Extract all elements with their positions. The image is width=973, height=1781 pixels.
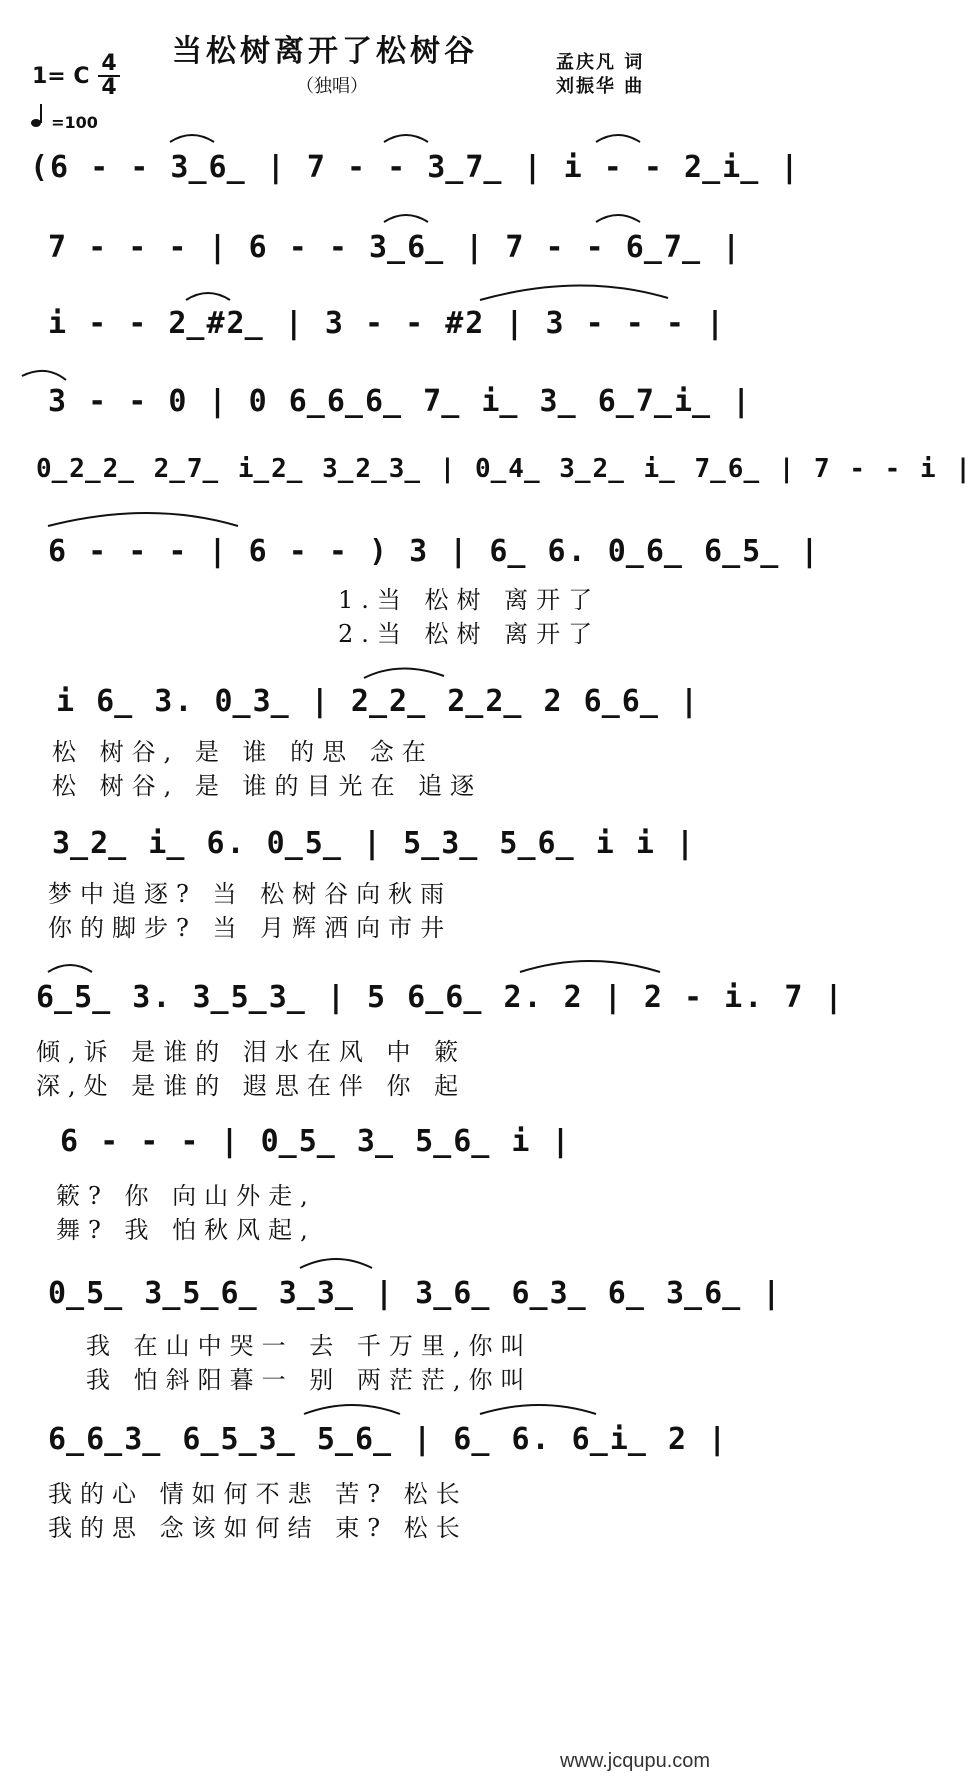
quarter-note-icon — [30, 102, 46, 132]
notes-1: (6 - - 3̲6̲ | 7 - - 3̲7̲ | i - - 2̲i̲ | — [30, 150, 801, 185]
lyricist-credit: 孟庆凡 词 — [556, 52, 645, 73]
lyric-7-verse-1: 松 树谷, 是 谁 的思 念在 — [52, 738, 434, 766]
watermark-text: www.jcqupu.com — [560, 1750, 711, 1772]
staff-line-3 — [0, 300, 796, 350]
notes-6: 6 - - - | 6 - - ) 3 | 6̲ 6. 0̲6̲ 6̲5̲ | — [48, 534, 821, 569]
staff-line-12 — [0, 1418, 796, 1542]
slur-mark — [384, 215, 428, 222]
tempo-marking — [30, 102, 98, 132]
staff-line-6 — [0, 530, 821, 650]
notes-10: 6 - - - | 0̲5̲ 3̲ 5̲6̲ i | — [60, 1124, 572, 1159]
slur-mark — [480, 285, 668, 300]
notes-12: 6̲6̲3̲ 6̲5̲3̲ 5̲6̲ | 6̲ 6. 6̲i̲ 2 | — [48, 1422, 729, 1457]
lyric-6-verse-1: 1.当 松树 离开了 — [338, 586, 601, 614]
lyric-8-verse-2: 你的脚步? 当 月辉洒向市井 — [48, 914, 453, 942]
lyric-7-verse-2: 松 树谷, 是 谁的目光在 追逐 — [52, 772, 483, 800]
slur-mark — [48, 965, 92, 972]
staff-line-9 — [0, 976, 845, 1100]
staff-line-7 — [0, 680, 796, 800]
staff-line-10 — [0, 1120, 796, 1244]
slur-mark — [304, 1405, 400, 1414]
slur-mark — [596, 215, 640, 222]
staff-line-8 — [0, 822, 796, 942]
notes-2: 7 - - - | 6 - - 3̲6̲ | 7 - - 6̲7̲ | — [48, 230, 743, 265]
staff-line-4 — [0, 378, 796, 428]
time-signature-top: 4 — [101, 51, 117, 76]
staff-line-1 — [0, 144, 801, 194]
notes-8: 3̲2̲ i̲ 6. 0̲5̲ | 5̲3̲ 5̲6̲ i i | — [52, 826, 697, 861]
slur-mark — [596, 135, 640, 142]
staff-line-11 — [0, 1272, 796, 1392]
staff-line-5 — [0, 448, 973, 498]
staff-line-2 — [0, 224, 796, 274]
notes-9: 6̲5̲ 3. 3̲5̲3̲ | 5 6̲6̲ 2. 2 | 2 - i. 7 | — [36, 980, 845, 1015]
slur-mark — [48, 513, 238, 526]
time-signature — [98, 51, 120, 100]
notes-4: 3 - - 0 | 0 6̲6̲6̲ 7̲ i̲ 3̲ 6̲7̲i̲ | — [48, 384, 753, 419]
lyric-9-verse-2: 深,处 是谁的 遐思在伴 你 起 — [36, 1072, 467, 1100]
lyric-9-verse-1: 倾,诉 是谁的 泪水在风 中 簌 — [36, 1038, 467, 1066]
lyric-10-verse-1: 簌? 你 向山外走, — [56, 1182, 316, 1210]
tempo-value: =100 — [51, 113, 98, 132]
slur-mark — [520, 961, 660, 972]
slur-mark — [364, 668, 444, 678]
lyric-10-verse-2: 舞? 我 怕秋风起, — [56, 1216, 316, 1244]
lyric-12-verse-1: 我的心 情如何不悲 苦? 松长 — [48, 1480, 468, 1508]
time-signature-bottom: 4 — [101, 75, 117, 100]
lyric-11-verse-1: 我 在山中哭一 去 千万里,你叫 — [86, 1332, 533, 1360]
lyric-8-verse-1: 梦中追逐? 当 松树谷向秋雨 — [48, 880, 453, 908]
notes-3: i - - 2̲#2̲ | 3 - - #2 | 3 - - - | — [48, 306, 727, 341]
lyric-12-verse-2: 我的思 念该如何结 束? 松长 — [48, 1514, 468, 1542]
song-subtitle: （独唱） — [296, 76, 368, 97]
notes-5: 0̲2̲2̲ 2̲7̲ i̲2̲ 3̲2̲3̲ | 0̲4̲ 3̲2̲ i̲ 7̲6̲ | 7 - - i | — [36, 454, 973, 484]
composer-credit: 刘振华 曲 — [556, 76, 645, 97]
slur-mark — [300, 1259, 372, 1268]
slur-mark — [384, 135, 428, 142]
slur-mark — [170, 135, 214, 142]
key-signature: 1= C — [32, 64, 90, 89]
lyric-6-verse-2: 2.当 松树 离开了 — [338, 620, 601, 648]
slur-mark — [480, 1405, 596, 1414]
song-title: 当松树离开了松树谷 — [172, 34, 478, 69]
notes-11: 0̲5̲ 3̲5̲6̲ 3̲3̲ | 3̲6̲ 6̲3̲ 6̲ 3̲6̲ | — [48, 1276, 783, 1311]
slur-mark — [186, 293, 230, 300]
lyric-11-verse-2: 我 怕斜阳暮一 别 两茫茫,你叫 — [86, 1366, 533, 1394]
notes-7: i 6̲ 3. 0̲3̲ | 2̲2̲ 2̲2̲ 2 6̲6̲ | — [56, 684, 701, 719]
